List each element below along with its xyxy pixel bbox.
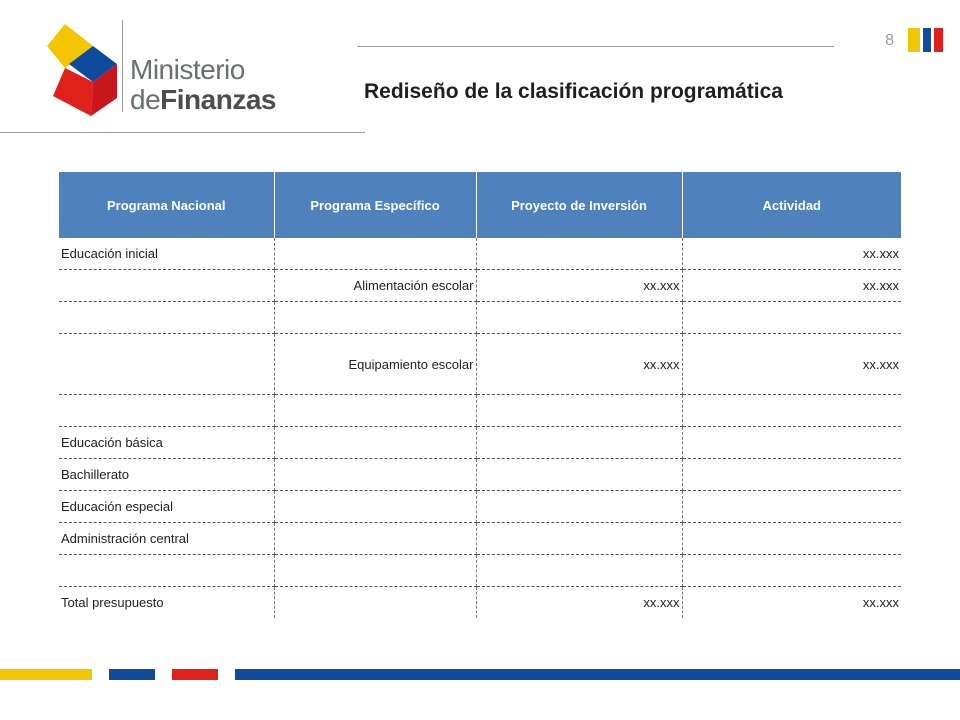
- table-cell: [476, 491, 682, 523]
- table-cell: [476, 555, 682, 587]
- footer-yellow-bar: [0, 669, 92, 680]
- table-cell: Total presupuesto: [59, 587, 274, 619]
- table-row: [59, 587, 901, 619]
- table-row: [59, 395, 901, 427]
- table-cell: xx.xxx: [682, 334, 901, 395]
- table-row: [59, 523, 901, 555]
- footer-red-bar: [172, 669, 218, 680]
- table-row: [59, 334, 901, 395]
- flag-blue-stripe: [923, 28, 931, 52]
- table-row: [59, 302, 901, 334]
- table-cell: [476, 395, 682, 427]
- header-programa-especifico: Programa Específico: [274, 172, 476, 238]
- table-cell: Educación especial: [59, 491, 274, 523]
- programmatic-classification-table: [59, 172, 901, 618]
- header-underline: [0, 132, 365, 133]
- table-cell: [476, 523, 682, 555]
- table-cell: xx.xxx: [682, 270, 901, 302]
- table-row: [59, 555, 901, 587]
- table-cell: [682, 302, 901, 334]
- table-cell: [274, 523, 476, 555]
- table-row: [59, 270, 901, 302]
- table-cell: [682, 555, 901, 587]
- table-cell: [682, 491, 901, 523]
- flag-stripes-icon: [908, 28, 943, 52]
- flag-red-stripe: [934, 28, 943, 52]
- table-cell: xx.xxx: [476, 270, 682, 302]
- table-cell: xx.xxx: [682, 238, 901, 270]
- table-cell: [59, 302, 274, 334]
- table-cell: [59, 555, 274, 587]
- page-number: 8: [885, 32, 894, 49]
- table-cell: [476, 427, 682, 459]
- table-cell: [274, 587, 476, 619]
- table-cell: [274, 555, 476, 587]
- brand-name-prefix: de: [130, 84, 161, 115]
- footer-blue-bar-short: [109, 669, 155, 680]
- brand-name-line1: Ministerio: [130, 54, 245, 85]
- table-cell: Bachillerato: [59, 459, 274, 491]
- table-cell: [274, 491, 476, 523]
- table-cell: [476, 238, 682, 270]
- table-header-row: [59, 172, 901, 238]
- table-cell: xx.xxx: [476, 587, 682, 619]
- table-cell: Educación básica: [59, 427, 274, 459]
- table-cell: [274, 302, 476, 334]
- table-cell: Alimentación escolar: [274, 270, 476, 302]
- header-programa-nacional: Programa Nacional: [59, 172, 274, 238]
- table-cell: [274, 459, 476, 491]
- brand-name-bold: Finanzas: [160, 84, 276, 115]
- table-cell: Equipamiento escolar: [274, 334, 476, 395]
- table-row: [59, 459, 901, 491]
- brand-name-line2: [130, 86, 276, 114]
- table-cell: [682, 427, 901, 459]
- footer-blue-bar-long: [235, 669, 960, 680]
- table-cell: [682, 523, 901, 555]
- table-cell: [59, 334, 274, 395]
- page-title: Rediseño de la clasificación programática: [364, 80, 783, 103]
- table-cell: Administración central: [59, 523, 274, 555]
- table-row: [59, 427, 901, 459]
- table-cell: [682, 459, 901, 491]
- flag-yellow-stripe: [908, 28, 920, 52]
- table-cell: [59, 395, 274, 427]
- header-actividad: Actividad: [682, 172, 901, 238]
- table-cell: Educación inicial: [59, 238, 274, 270]
- table-cell: [476, 302, 682, 334]
- table-cell: [59, 270, 274, 302]
- logo-divider: [122, 20, 123, 112]
- table-row: [59, 491, 901, 523]
- header-proyecto-inversion: Proyecto de Inversión: [476, 172, 682, 238]
- table-cell: xx.xxx: [862, 595, 899, 610]
- table-cell: xx.xxx: [476, 334, 682, 395]
- table-row: [59, 238, 901, 270]
- table-cell: [682, 395, 901, 427]
- table-cell: [274, 238, 476, 270]
- table-cell: [274, 395, 476, 427]
- table-cell: [476, 459, 682, 491]
- table-cell: [274, 427, 476, 459]
- top-rule: [357, 46, 834, 47]
